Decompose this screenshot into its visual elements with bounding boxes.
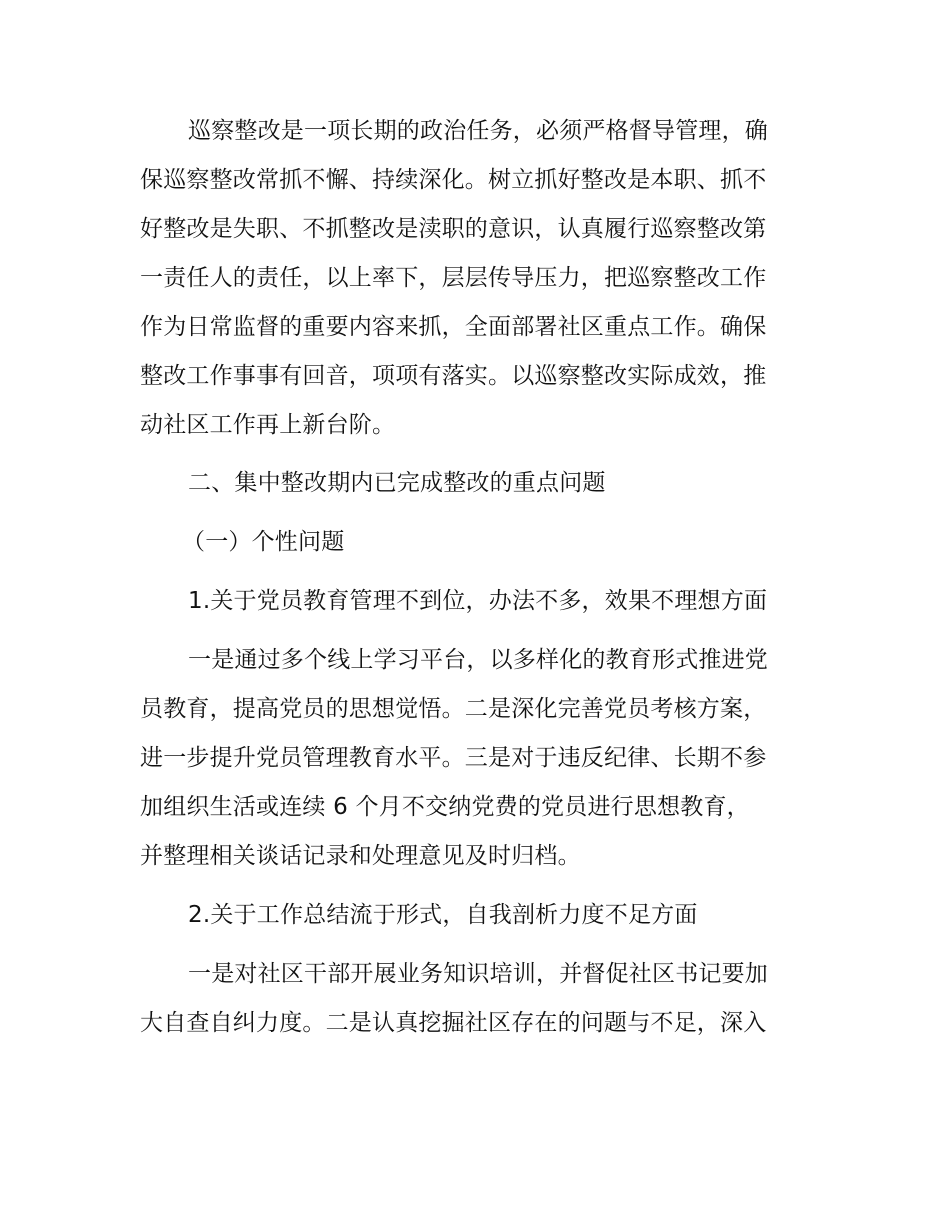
item-1-heading: 1.关于党员教育管理不到位，办法不多，效果不理想方面 [188,588,768,614]
item-2-body-line-1: 一是对社区干部开展业务知识培训，并督促社区书记要加 [188,961,768,987]
item-1-body-line-4: 加组织生活或连续 6 个月不交纳党费的党员进行思想教育， [140,794,750,820]
paragraph-1-line-4: 一责任人的责任，以上率下，层层传导压力，把巡察整改工作 [140,265,767,291]
paragraph-1-line-6: 整改工作事事有回音，项项有落实。以巡察整改实际成效，推 [140,363,767,389]
paragraph-1-line-7: 动社区工作再上新台阶。 [140,412,396,438]
item-1-body-line-2: 员教育，提高党员的思想觉悟。二是深化完善党员考核方案， [140,696,767,722]
paragraph-1-line-1: 巡察整改是一项长期的政治任务，必须严格督导管理，确 [188,118,768,144]
paragraph-1-line-5: 作为日常监督的重要内容来抓，全面部署社区重点工作。确保 [140,314,767,340]
item-1-body-line-1: 一是通过多个线上学习平台，以多样化的教育形式推进党 [188,647,768,673]
item-2-heading: 2.关于工作总结流于形式，自我剖析力度不足方面 [188,902,698,928]
item-1-body-line-5: 并整理相关谈话记录和处理意见及时归档。 [140,843,581,869]
item-2-body-line-2: 大自查自纠力度。二是认真挖掘社区存在的问题与不足，深入 [140,1010,767,1036]
subsection-heading: （一）个性问题 [182,529,345,555]
paragraph-1-line-2: 保巡察整改常抓不懈、持续深化。树立抓好整改是本职、抓不 [140,167,767,193]
paragraph-1-line-3: 好整改是失职、不抓整改是渎职的意识，认真履行巡察整改第 [140,216,767,242]
section-heading: 二、集中整改期内已完成整改的重点问题 [188,470,606,496]
item-1-body-line-3: 进一步提升党员管理教育水平。三是对于违反纪律、长期不参 [140,745,767,771]
